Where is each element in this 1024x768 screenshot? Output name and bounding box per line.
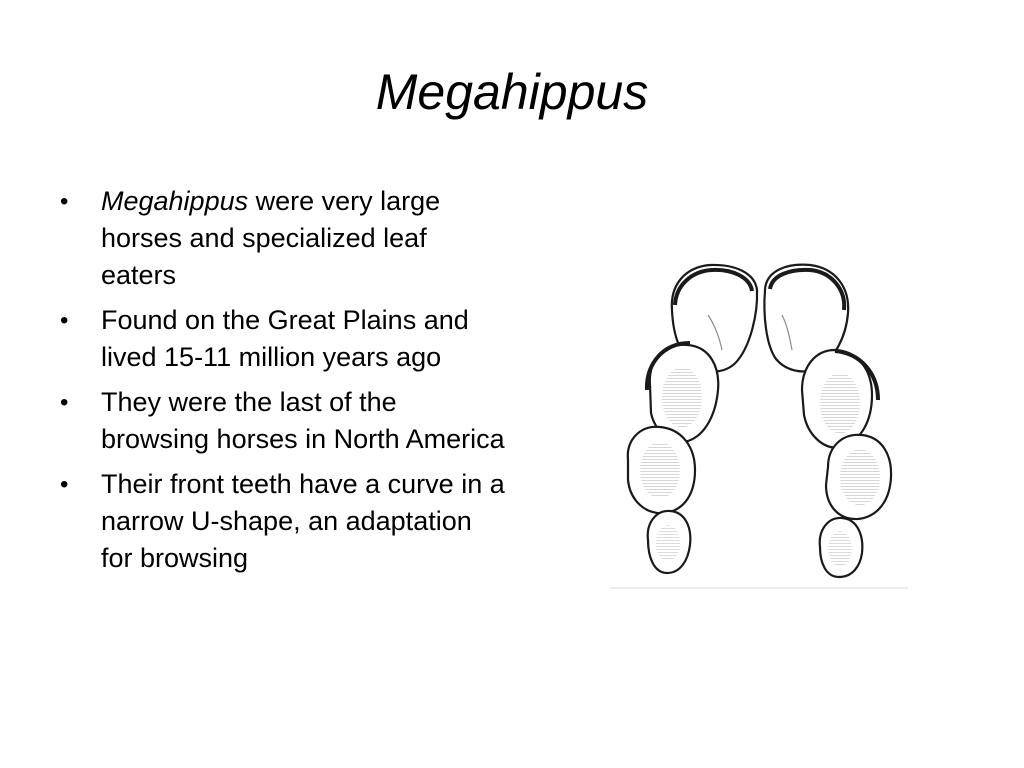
bullet-emphasis: Megahippus [101, 186, 249, 216]
bullet-dot-icon: • [60, 307, 69, 334]
bullet-dot-icon: • [60, 389, 69, 416]
bullet-item [60, 302, 505, 376]
bullet-text: Their front teeth have a curve in a narrow U-shape, an adaptation for browsing [101, 469, 505, 573]
slide-title: Megahippus [375, 64, 649, 120]
bullet-list [60, 183, 505, 585]
teeth-u-shape-icon [610, 255, 910, 590]
bullet-dot-icon: • [60, 471, 69, 498]
bullet-text: They were the last of the browsing horses in North America [101, 387, 505, 454]
teeth-illustration [610, 255, 910, 590]
bullet-item [60, 466, 505, 577]
bullet-text: were very large horses and specialized leaf eaters [101, 186, 441, 290]
bullet-item [60, 183, 505, 294]
bullet-text: Found on the Great Plains and lived 15-11 million years ago [101, 305, 469, 372]
bullet-item [60, 384, 505, 458]
bullet-dot-icon: • [60, 188, 69, 215]
